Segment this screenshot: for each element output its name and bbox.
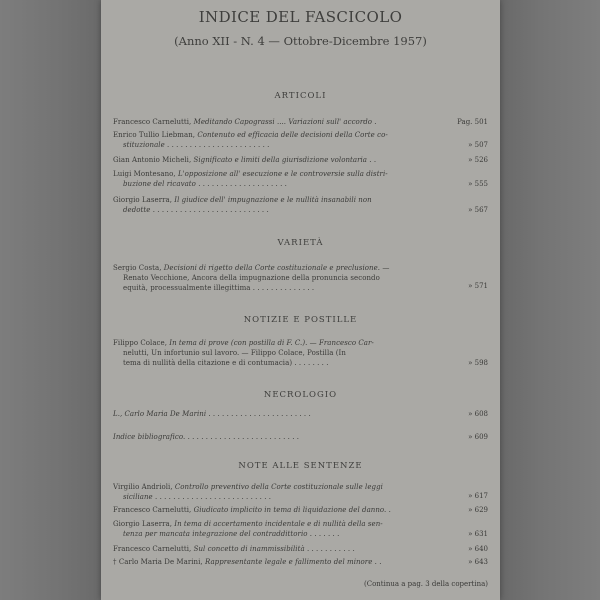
entry-title: L'opposizione all' esecuzione e le controversie sulla distri- — [177, 170, 388, 178]
entry-title: In tema di prove (con postilla di F. C.). — Francesco Car- — [169, 339, 374, 347]
entry-title: Meditando Capograssi .... Variazioni sull' accordo . — [193, 118, 377, 126]
page-number: » 567 — [468, 206, 488, 214]
page-number: » 629 — [468, 506, 488, 514]
entry-author: Luigi Montesano, — [113, 170, 176, 178]
page-number: » 617 — [468, 492, 488, 500]
entry-author: Enrico Tullio Liebman, — [113, 131, 196, 139]
list-item — [113, 195, 453, 215]
entry-text: L., Carlo Maria De Marini . . . . . . . . . . . . . . . . . . . . . . . — [113, 410, 311, 418]
entry-title-cont: siciliane . . . . . . . . . . . . . . . . . . . . . . . . . . — [123, 493, 272, 501]
list-item — [113, 263, 453, 293]
entry-author: Francesco Carnelutti, — [113, 118, 192, 126]
entry-title-cont: tenza per mancata integrazione del contraddittorio . . . . . . . — [123, 530, 340, 538]
entry-author: Giorgio Laserra, — [113, 196, 172, 204]
list-item — [113, 505, 453, 515]
entry-author: Francesco Carnelutti, — [113, 545, 192, 553]
background-right — [500, 0, 600, 600]
entry-author: Sergio Costa, — [113, 264, 162, 272]
list-item — [113, 130, 453, 150]
entry-title-cont: dedotte . . . . . . . . . . . . . . . . . . . . . . . . . . — [123, 206, 269, 214]
list-item — [113, 557, 453, 567]
list-item — [113, 117, 453, 127]
entry-title-cont: buzione del ricavato . . . . . . . . . . . . . . . . . . . . — [123, 180, 287, 188]
entry-title: Il giudice dell' impugnazione e le nullità insanabili non — [174, 196, 372, 204]
entry-line: Renato Vecchione, Ancora della impugnazione della pronuncia secondo — [123, 274, 380, 282]
list-item — [113, 544, 453, 554]
list-item — [113, 155, 453, 165]
entry-author: Gian Antonio Micheli, — [113, 156, 192, 164]
page-number: » 631 — [468, 530, 488, 538]
entry-title: Significato e limiti della giurisdizione volontaria . . — [193, 156, 377, 164]
list-item — [113, 409, 453, 419]
page-number: » 643 — [468, 558, 488, 566]
section-heading-notizie: NOTIZIE E POSTILLE — [243, 315, 358, 325]
entry-title: In tema di accertamento incidentale e di nullità della sen- — [174, 520, 383, 528]
section-heading-articoli: ARTICOLI — [274, 91, 327, 101]
page-number: » 609 — [468, 433, 488, 441]
entry-title: Giudicato implicito in tema di liquidazione del danno. . — [193, 506, 391, 514]
page-number: » 571 — [468, 282, 488, 290]
entry-title: Rappresentante legale e fallimento del minore . . — [204, 558, 382, 566]
entry-author: Giorgio Laserra, — [113, 520, 172, 528]
entry-author: Virgilio Andrioli, — [113, 483, 173, 491]
page-number: » 640 — [468, 545, 488, 553]
entry-line: nelutti, Un infortunio sul lavoro. — Filippo Colace, Postilla (In — [123, 349, 346, 357]
page-number: » 608 — [468, 410, 488, 418]
entry-title: Sul concetto di inammissibilità . . . . . . . . . . . — [193, 545, 355, 553]
entry-title: Decisioni di rigetto della Corte costituzionale e preclusione. — — [163, 264, 390, 272]
background-left — [0, 0, 101, 600]
entry-author: Filippo Colace, — [113, 339, 167, 347]
entry-title: Contenuto ed efficacia delle decisioni della Corte co- — [197, 131, 388, 139]
list-item — [113, 519, 453, 539]
entry-author: Francesco Carnelutti, — [113, 506, 192, 514]
page-title: INDICE DEL FASCICOLO — [198, 8, 403, 26]
entry-title: Controllo preventivo della Corte costituzionale sulle leggi — [174, 483, 383, 491]
section-heading-note: NOTE ALLE SENTENZE — [238, 461, 363, 471]
section-heading-necrologio: NECROLOGIO — [263, 390, 338, 400]
page-number: Pag. 501 — [457, 118, 488, 126]
index-page — [101, 0, 500, 600]
page-number: » 555 — [468, 180, 488, 188]
entry-author: † Carlo Maria De Marini, — [113, 558, 203, 566]
list-item — [113, 338, 453, 368]
page-subtitle: (Anno XII - N. 4 — Ottobre-Dicembre 1957) — [174, 34, 427, 48]
page-number: » 598 — [468, 359, 488, 367]
entry-line: tema di nullità della citazione e di contumacia) . . . . . . . . — [123, 359, 329, 367]
page-number: » 526 — [468, 156, 488, 164]
page-number: » 507 — [468, 141, 488, 149]
entry-line: equità, processualmente illegittima . . . . . . . . . . . . . . — [123, 284, 315, 292]
list-item — [113, 169, 453, 189]
section-heading-varieta: VARIETÀ — [277, 238, 324, 248]
list-item — [113, 482, 453, 502]
entry-title-cont: stituzionale . . . . . . . . . . . . . . . . . . . . . . . — [123, 141, 270, 149]
entry-text: Indice bibliografico. . . . . . . . . . . . . . . . . . . . . . . . . . — [113, 433, 300, 441]
list-item — [113, 432, 453, 442]
continuation-note: (Continua a pag. 3 della copertina) — [363, 580, 488, 588]
